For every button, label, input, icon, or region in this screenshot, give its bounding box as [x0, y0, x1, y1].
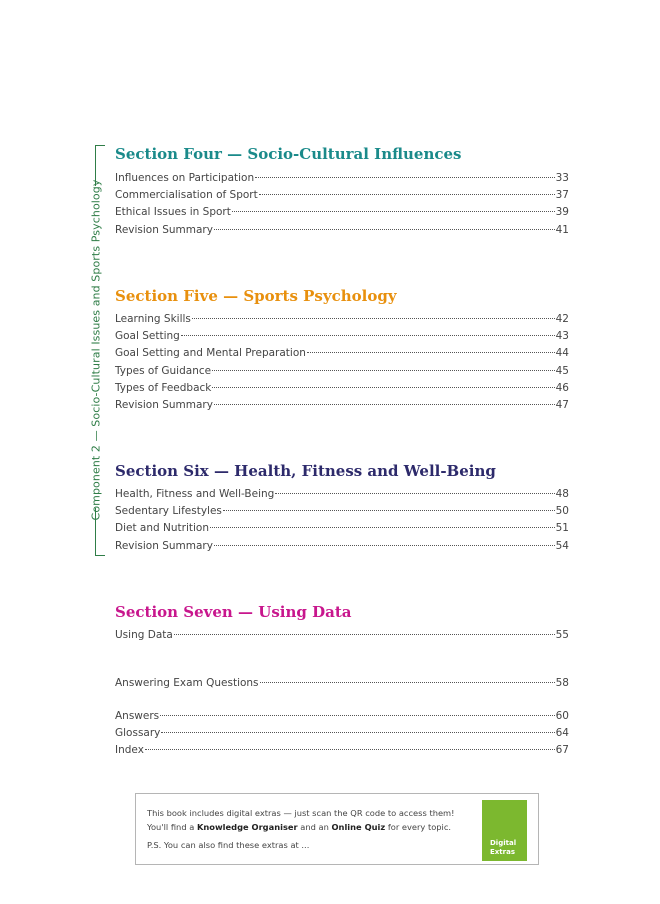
toc-leader: [212, 370, 555, 371]
badge-line-1: Digital: [490, 839, 517, 847]
toc-label: Revision Summary: [115, 223, 213, 236]
toc-label: Revision Summary: [115, 539, 213, 552]
toc-label: Revision Summary: [115, 398, 213, 411]
toc-row[interactable]: [115, 206, 569, 223]
toc-row[interactable]: [115, 399, 569, 416]
toc-label: Diet and Nutrition: [115, 522, 209, 535]
toc-page: 48: [555, 488, 569, 500]
toc-label: Ethical Issues in Sport: [115, 206, 231, 219]
section-five-list: [115, 313, 569, 416]
toc-leader: [192, 318, 555, 319]
toc-row[interactable]: [115, 382, 569, 399]
extras-line-2: [147, 822, 451, 832]
toc-leader: [161, 732, 554, 733]
toc-row[interactable]: [115, 365, 569, 382]
toc-page: 47: [555, 398, 569, 411]
toc-row[interactable]: [115, 522, 569, 539]
toc-leader: [145, 749, 555, 750]
section-six-title: Section Six — Health, Fitness and Well-Being: [115, 462, 496, 480]
toc-leader: [223, 510, 555, 511]
toc-label: Sedentary Lifestyles: [115, 505, 222, 518]
section-seven-list: [115, 629, 569, 646]
toc-page: 60: [555, 710, 569, 722]
toc-row[interactable]: [115, 313, 569, 330]
toc-row[interactable]: [115, 677, 569, 694]
toc-label: Types of Guidance: [115, 364, 212, 377]
toc-leader: [181, 335, 555, 336]
extras-line-1: This book includes digital extras — just scan the QR code to access them!: [147, 808, 455, 818]
toc-leader: [259, 194, 555, 195]
toc-label: Commercialisation of Sport: [115, 189, 258, 202]
toc-label: Index: [115, 744, 144, 757]
toc-leader: [174, 634, 555, 635]
toc-label: Goal Setting: [115, 330, 180, 343]
extras-line-2-suffix: for every topic.: [385, 822, 452, 832]
exam-questions-list: [115, 677, 569, 694]
toc-leader: [255, 177, 554, 178]
toc-row[interactable]: [115, 330, 569, 347]
toc-page: 39: [555, 206, 569, 219]
toc-page: 54: [555, 539, 569, 552]
online-quiz-label: Online Quiz: [331, 822, 386, 832]
toc-page: 55: [555, 629, 569, 641]
toc-page: 67: [555, 744, 569, 757]
side-bracket-bottom: [95, 508, 105, 556]
toc-page: 51: [555, 522, 569, 535]
toc-leader: [160, 715, 554, 716]
toc-row[interactable]: [115, 347, 569, 364]
toc-leader: [214, 229, 555, 230]
toc-page: 42: [555, 313, 569, 325]
toc-page: 44: [555, 347, 569, 360]
toc-row[interactable]: [115, 710, 569, 727]
extras-line-3: P.S. You can also find these extras at ...: [147, 840, 310, 850]
extras-line-2-mid: and an: [297, 822, 332, 832]
toc-row[interactable]: [115, 727, 569, 744]
toc-row[interactable]: [115, 540, 569, 557]
toc-row[interactable]: [115, 744, 569, 761]
toc-page: 41: [555, 223, 569, 236]
toc-label: Influences on Participation: [115, 172, 255, 184]
toc-label: Using Data: [115, 629, 173, 641]
section-four-title: Section Four — Socio-Cultural Influences: [115, 145, 462, 163]
section-four-list: [115, 172, 569, 241]
section-seven-title: Section Seven — Using Data: [115, 603, 352, 621]
toc-leader: [212, 387, 554, 388]
toc-leader: [260, 682, 555, 683]
toc-page: 46: [555, 381, 569, 394]
knowledge-organiser-label: Knowledge Organiser: [196, 822, 298, 832]
toc-leader: [232, 211, 555, 212]
back-matter-list: [115, 710, 569, 762]
toc-label: Answering Exam Questions: [115, 677, 259, 689]
digital-extras-box: [135, 793, 539, 865]
toc-page: 50: [555, 505, 569, 518]
toc-label: Types of Feedback: [115, 381, 212, 394]
toc-label: Glossary: [115, 727, 161, 740]
toc-label: Learning Skills: [115, 313, 191, 325]
side-label: Component 2 — Socio-Cultural Issues and Sports Psychology: [89, 179, 103, 521]
badge-line-2: Extras: [490, 847, 515, 856]
toc-label: Health, Fitness and Well-Being: [115, 488, 275, 500]
toc-row[interactable]: [115, 629, 569, 646]
toc-row[interactable]: [115, 488, 569, 505]
toc-page: 37: [555, 189, 569, 202]
toc-page: 43: [555, 330, 569, 343]
toc-page: 64: [555, 727, 569, 740]
toc-label: Goal Setting and Mental Preparation: [115, 347, 306, 360]
toc-row[interactable]: [115, 505, 569, 522]
toc-row[interactable]: [115, 172, 569, 189]
toc-page: 58: [555, 677, 569, 689]
extras-line-2-prefix: You'll find a: [147, 822, 197, 832]
toc-leader: [210, 527, 555, 528]
toc-leader: [275, 493, 554, 494]
toc-page: 33: [555, 172, 569, 184]
section-five-title: Section Five — Sports Psychology: [115, 287, 397, 305]
toc-page: 45: [555, 364, 569, 377]
section-six-list: [115, 488, 569, 557]
toc-leader: [214, 404, 555, 405]
toc-leader: [307, 352, 555, 353]
toc-row[interactable]: [115, 189, 569, 206]
toc-leader: [214, 545, 555, 546]
toc-row[interactable]: [115, 224, 569, 241]
toc-label: Answers: [115, 710, 160, 722]
digital-extras-badge[interactable]: [482, 800, 527, 861]
